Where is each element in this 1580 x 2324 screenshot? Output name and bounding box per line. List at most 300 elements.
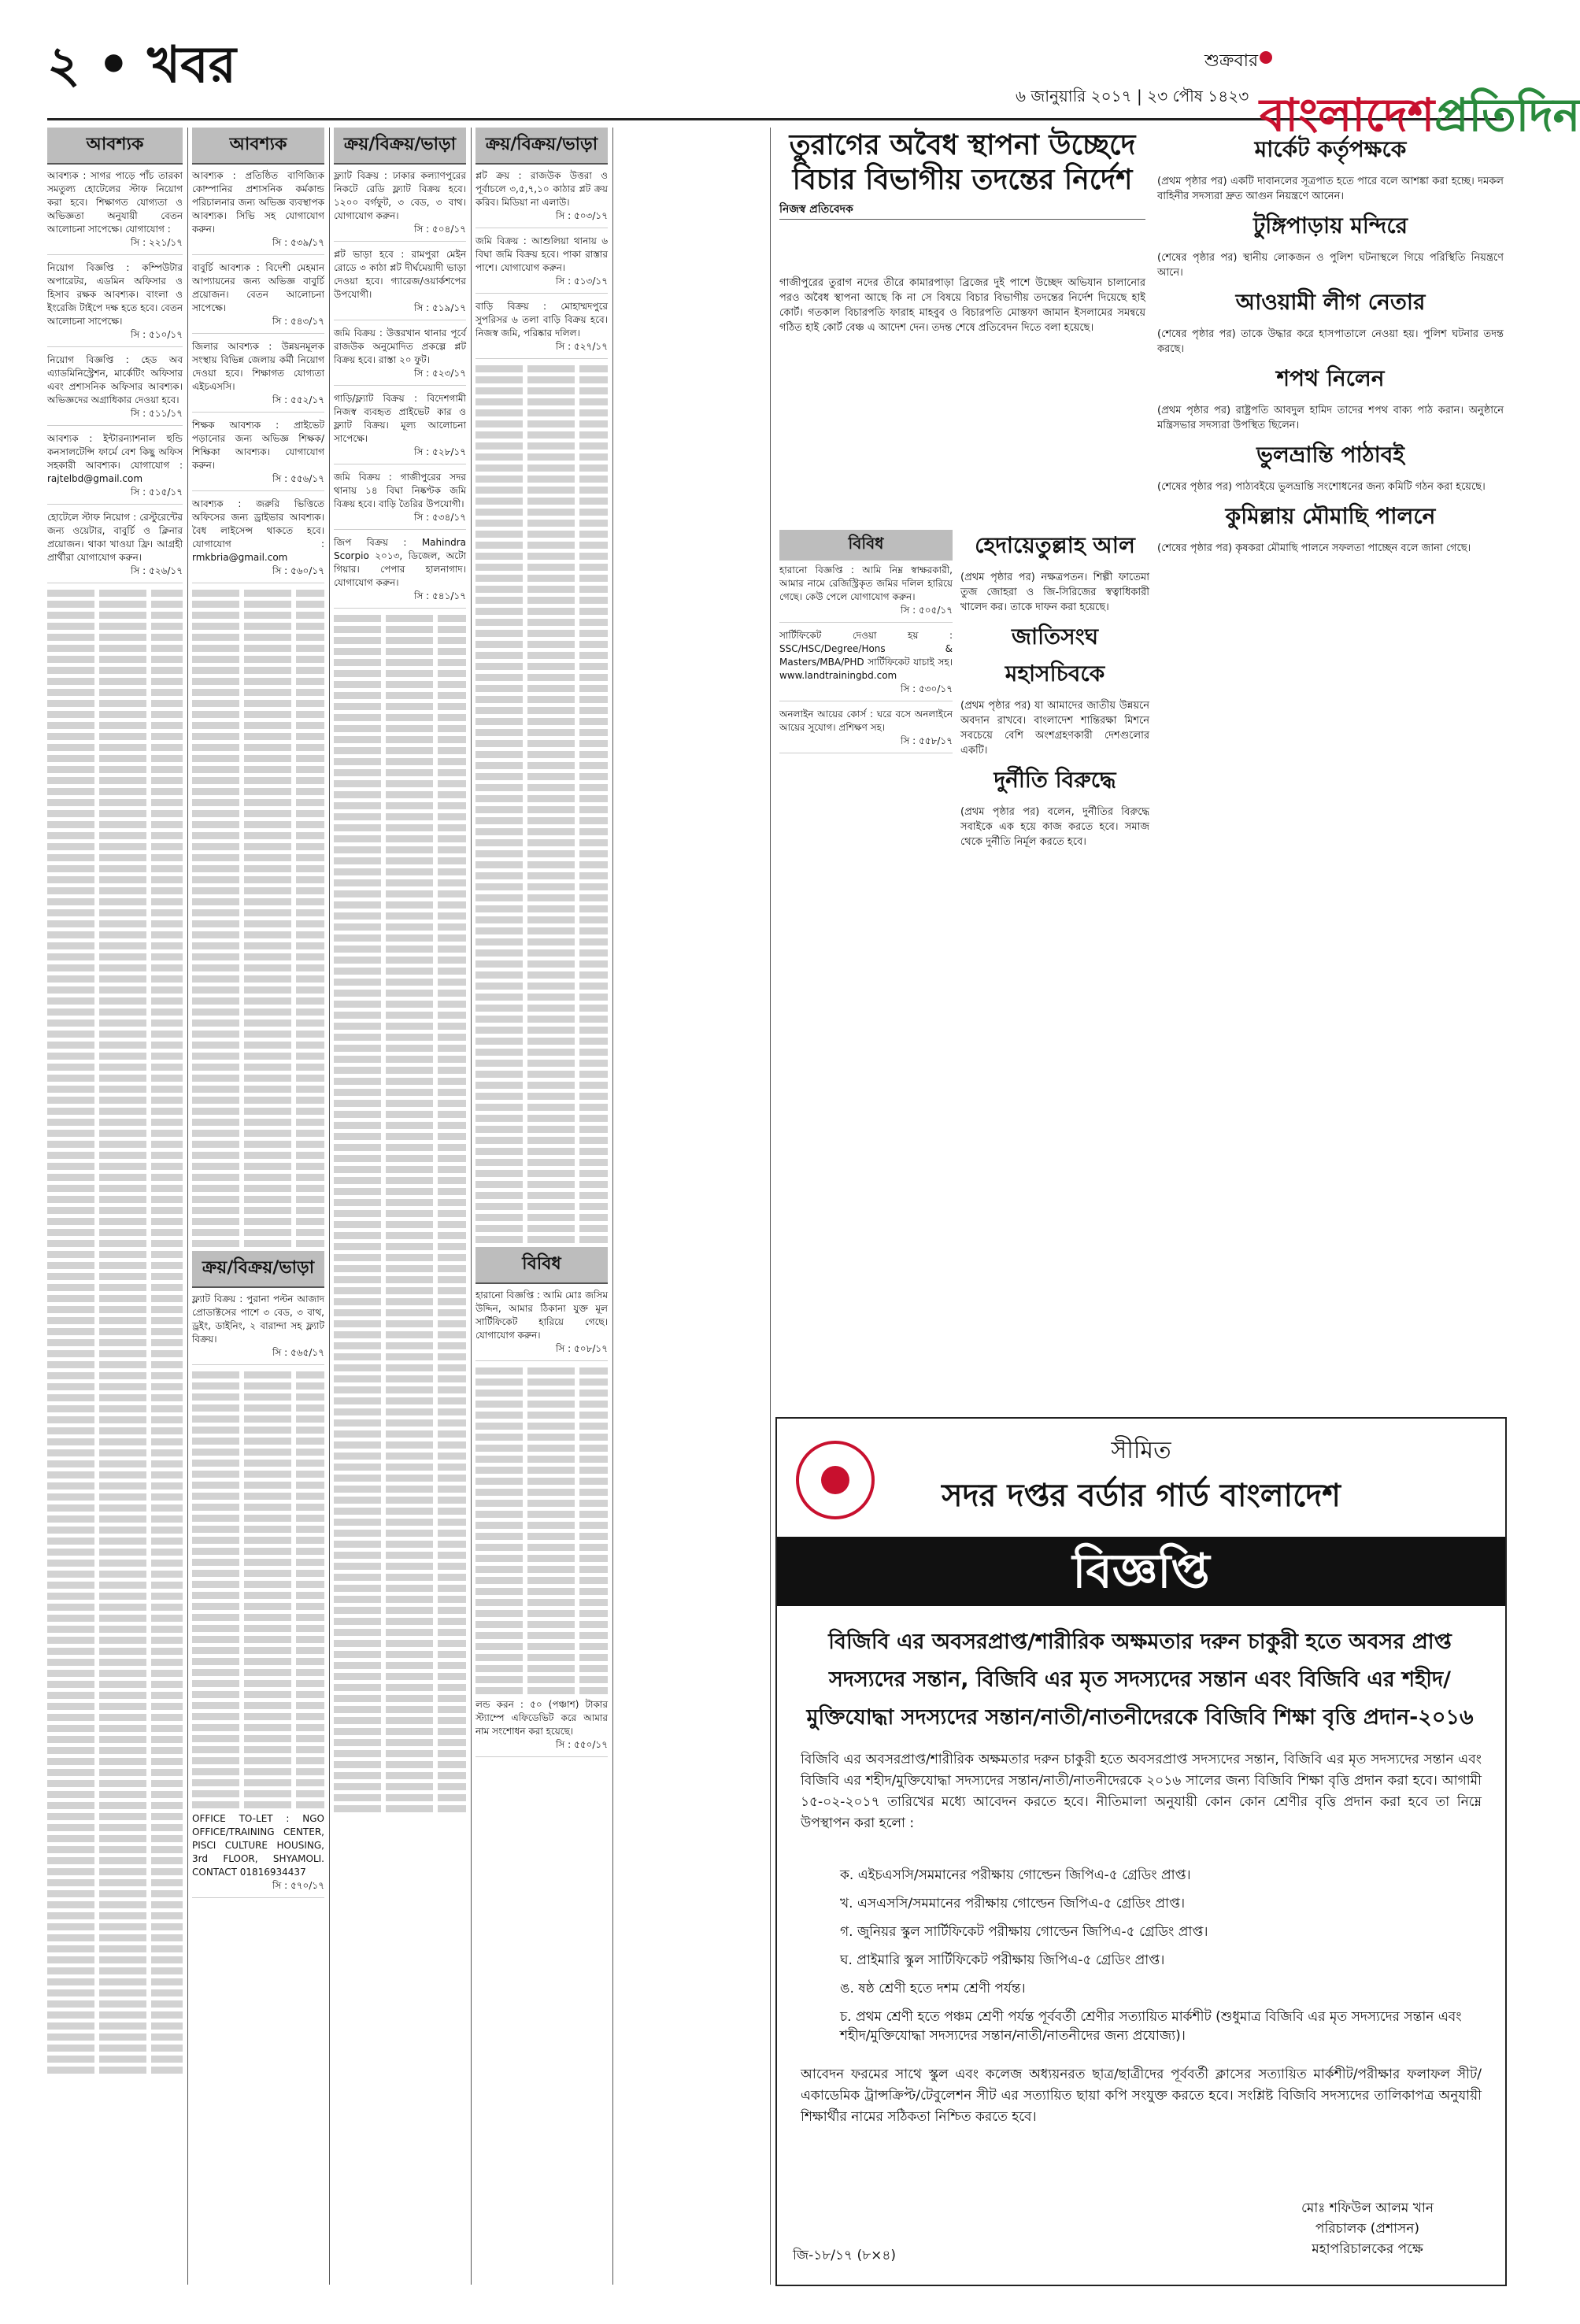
text-filler — [334, 703, 466, 710]
text-filler — [334, 1012, 466, 1019]
text-filler — [475, 542, 608, 549]
text-filler — [47, 1174, 183, 1181]
text-filler — [334, 901, 466, 909]
text-filler — [334, 1342, 466, 1349]
text-filler — [47, 1637, 183, 1644]
text-filler — [770, 128, 771, 2285]
text-filler — [334, 1023, 466, 1030]
grade-item: চ. প্রথম শ্রেণী হতে পঞ্চম শ্রেণী পর্যন্ত পূর্ববর্তী শ্রেণীর সত্যায়িত মার্কশীট (শুধুমাত্র বিজিবি এর মৃত সদস্যদের সন্তান এবং শহীদ/মুক্তিযোদ্ধা সদস্যদের সন্তান/নাতী/নাতনীদের জন্য প্রযোজ্য)। — [840, 2009, 1462, 2044]
text-filler — [47, 1482, 183, 1490]
text-filler — [475, 1533, 608, 1540]
text-filler — [47, 1097, 183, 1104]
text-filler — [192, 1163, 324, 1170]
text-filler — [47, 1824, 183, 1831]
text-filler — [192, 1691, 324, 1698]
text-filler — [47, 1527, 183, 1534]
story-headline: মার্কেট কর্তৃপক্ষকে — [1254, 136, 1407, 162]
text-filler — [475, 1511, 608, 1518]
text-filler — [192, 1196, 324, 1203]
text-filler — [475, 927, 608, 934]
text-filler — [192, 1768, 324, 1775]
text-filler — [475, 1423, 608, 1430]
text-filler — [475, 1445, 608, 1452]
text-filler — [47, 1008, 183, 1016]
text-filler — [475, 586, 608, 593]
classified-ad: বাবুর্চি আবশ্যক : বিদেশী মেহমান আপ্যায়নের জন্য অভিজ্ঞ বাবুর্চি প্রয়োজন। বেতন আলোচনা সাপেক্ষে। সি : ৫৪৩/১৭ — [192, 261, 324, 334]
text-filler — [334, 1397, 466, 1404]
text-filler — [475, 1082, 608, 1089]
text-filler — [475, 641, 608, 648]
text-filler — [475, 784, 608, 791]
text-filler — [475, 1159, 608, 1166]
text-filler — [334, 1001, 466, 1008]
text-filler — [334, 979, 466, 986]
text-filler — [334, 1331, 466, 1338]
text-filler — [475, 1412, 608, 1419]
text-filler — [334, 692, 466, 699]
text-filler — [475, 476, 608, 483]
text-filler — [475, 828, 608, 835]
text-filler — [334, 1651, 466, 1658]
text-filler — [334, 802, 466, 809]
text-filler — [475, 1137, 608, 1144]
text-filler — [47, 1604, 183, 1611]
text-filler — [475, 1126, 608, 1133]
text-filler — [475, 762, 608, 769]
text-filler — [334, 1364, 466, 1371]
text-filler — [192, 1647, 324, 1654]
text-filler — [47, 1835, 183, 1842]
text-filler — [47, 678, 183, 685]
text-filler — [47, 2045, 183, 2052]
text-filler — [334, 946, 466, 953]
text-filler — [192, 1053, 324, 1060]
text-filler — [475, 442, 608, 450]
grade-item: ক. এইচএসসি/সমমানের পরীক্ষায় গোল্ডেন জিপিএ-৫ গ্রেডিং প্রাপ্ত। — [840, 1867, 1191, 1883]
text-filler — [334, 725, 466, 732]
text-filler — [334, 1210, 466, 1217]
text-filler — [47, 1196, 183, 1203]
classified-ad: আবশ্যক : প্রতিষ্ঠিত বাণিজ্যিক কোম্পানির প্রশাসনিক কর্মকান্ড পরিচালনার জন্য অভিজ্ঞ ব্যবস্থাপক আবশ্যক। সিভি সহ যোগাযোগ করুন। সি : ৫৩৯/১৭ — [192, 169, 324, 255]
text-filler — [192, 1471, 324, 1478]
text-filler — [192, 1097, 324, 1104]
text-filler — [192, 997, 324, 1005]
text-filler — [334, 1805, 466, 1812]
text-filler — [47, 887, 183, 894]
text-filler — [612, 128, 613, 2285]
text-filler — [47, 1515, 183, 1523]
classified-ad: হারানো বিজ্ঞপ্তি : আমি নিম্ন স্বাক্ষরকারী, আমার নামে রেজিস্ট্রিকৃত জমির দলিল হারিয়ে গেছে। কেউ পেলে যোগাযোগ করুন। সি : ৫০৫/১৭ — [779, 564, 953, 623]
column-header: বিবিধ — [475, 1247, 608, 1284]
text-filler — [192, 1592, 324, 1599]
text-filler — [47, 766, 183, 773]
text-filler — [334, 890, 466, 897]
text-filler — [475, 1027, 608, 1034]
story-headline: আওয়ামী লীগ নেতার — [1235, 289, 1426, 315]
text-filler — [192, 810, 324, 817]
text-filler — [47, 2056, 183, 2063]
text-filler — [475, 531, 608, 538]
text-filler — [475, 1467, 608, 1474]
text-filler — [47, 1471, 183, 1478]
text-filler — [192, 1801, 324, 1808]
text-filler — [475, 729, 608, 736]
text-filler — [47, 1857, 183, 1864]
text-filler — [47, 1747, 183, 1754]
text-filler — [475, 1049, 608, 1056]
text-filler — [47, 1361, 183, 1368]
text-filler — [192, 1669, 324, 1676]
text-filler — [475, 1378, 608, 1386]
text-filler — [334, 1122, 466, 1129]
text-filler — [192, 1570, 324, 1577]
day: শুক্রবার — [1204, 51, 1259, 71]
story-headline: তুরাগের অবৈধ স্থাপনা উচ্ছেদে বিচার বিভাগীয় তদন্তের নির্দেশ — [789, 128, 1136, 196]
text-filler — [47, 2000, 183, 2008]
text-filler — [47, 1571, 183, 1578]
text-filler — [475, 1401, 608, 1408]
text-filler — [334, 1221, 466, 1228]
text-filler — [192, 843, 324, 850]
text-filler — [192, 1371, 324, 1378]
story-turag-body: গাজীপুরের তুরাগ নদের তীরে কামারপাড়া ব্রিজের দুই পাশে উচ্ছেদ অভিযান চালানোর পরও অবৈধ স্থাপনা আছে কি না সে বিষয়ে বিচার বিভাগীয় তদন্তের নির্দেশ দিয়েছে হাই কোর্ট। গতকাল বিচারপতি ফারাহ মাহবুব ও বিচারপতি মোস্তফা জামান ইসলামের সমন্বয়ে গঠিত হাই কোর্ট বেঞ্চ এ আদেশ দেন। তদন্ত শেষে প্রতিবেদন দিতে বলা হয়েছে। — [779, 277, 1145, 334]
text-filler — [475, 431, 608, 439]
text-filler — [192, 1482, 324, 1489]
classified-ad: জমি বিক্রয় : গাজীপুরের সদর থানায় ১৪ বিঘা নিষ্কণ্টক জমি বিক্রয় হবে। বাড়ি তৈরির উপযোগী। সি : ৫৩৪/১৭ — [334, 471, 466, 530]
stories-column: হেদায়েতুল্লাহ আল (প্রথম পৃষ্ঠার পর) নক্ষত্রপতন। শিল্পী ফাতেমা তুজ জোহরা ও জি-সিরিজের স্বত্বাধিকারী খালেদ কর। তাকে দাফন করা হয়েছে। জাতিসংঘ মহাসচিবকে (প্রথম পৃষ্ঠার পর) যা আমাদের জাতীয় উন্নয়নে অবদান রাখবে। বাংলাদেশ শান্তিরক্ষা মিশনে সবচেয়ে বেশি অংশগ্রহণকারী দেশগুলোর একটি। দুর্নীতি বিরুদ্ধে (প্রথম পৃষ্ঠার পর) বলেন, দুর্নীতির বিরুদ্ধে সবাইকে এক হয়ে কাজ করতে হবে। সমাজ থেকে দুর্নীতি নির্মূল করতে হবে। — [960, 524, 1149, 1405]
text-filler — [187, 128, 188, 2285]
text-filler — [334, 1706, 466, 1713]
text-filler — [334, 957, 466, 964]
text-filler — [192, 1185, 324, 1192]
text-filler — [192, 1382, 324, 1390]
text-filler — [334, 637, 466, 644]
text-filler — [334, 1662, 466, 1669]
text-filler — [192, 689, 324, 696]
text-filler — [334, 1596, 466, 1603]
text-filler — [475, 1038, 608, 1045]
text-filler — [47, 843, 183, 850]
text-filler — [475, 1104, 608, 1111]
notice-heading: বিজিবি এর অবসরপ্রাপ্ত/শারীরিক অক্ষমতার দরুন চাকুরী হতে অবসর প্রাপ্ত সদস্যদের সন্তান, বিজিবি এর মৃত সদস্যদের সন্তান এবং বিজিবি এর শহীদ/মুক্তিযোদ্ধা সদস্যদের সন্তান/নাতী/নাতনীদেরকে বিজিবি শিক্ষা বৃত্তি প্রদান-২০১৬ — [806, 1630, 1474, 1730]
text-filler — [192, 942, 324, 949]
text-filler — [47, 1879, 183, 1886]
text-filler — [47, 1405, 183, 1412]
text-filler — [47, 700, 183, 707]
classified-ad: আবশ্যক : জরুরি ভিত্তিতে অফিসের জন্য ড্রাইভার আবশ্যক। বৈধ লাইসেন্স থাকতে হবে। যোগাযোগ : rmkbria@gmail.com সি : ৫৬০/১৭ — [192, 498, 324, 583]
text-filler — [475, 1170, 608, 1177]
text-filler — [334, 1287, 466, 1294]
text-filler — [334, 1739, 466, 1746]
text-filler — [47, 1394, 183, 1401]
text-filler — [47, 1020, 183, 1027]
text-filler — [47, 1031, 183, 1038]
text-filler — [475, 1367, 608, 1375]
text-filler — [475, 861, 608, 868]
text-filler — [475, 487, 608, 494]
notice-signature: মোঃ শফিউল আলম খান পরিচালক (প্রশাসন) মহাপরিচালকের পক্ষে — [1301, 2200, 1434, 2257]
text-filler — [334, 879, 466, 886]
text-filler — [192, 986, 324, 994]
text-filler — [47, 1328, 183, 1335]
text-filler — [47, 1813, 183, 1820]
notice-org: সদর দপ্তর বর্ডার গার্ড বাংলাদেশ — [942, 1477, 1341, 1514]
text-filler — [334, 1430, 466, 1438]
text-filler — [475, 916, 608, 923]
text-filler — [334, 670, 466, 677]
text-filler — [47, 1053, 183, 1060]
text-filler — [334, 1452, 466, 1460]
text-filler — [47, 1648, 183, 1655]
text-filler — [47, 601, 183, 608]
text-filler — [475, 740, 608, 747]
text-filler — [475, 630, 608, 637]
text-filler — [47, 1989, 183, 1996]
text-filler — [475, 806, 608, 813]
text-filler — [475, 498, 608, 505]
text-filler — [47, 744, 183, 751]
text-filler — [334, 1673, 466, 1680]
text-filler — [475, 464, 608, 472]
text-filler — [192, 645, 324, 652]
text-filler — [475, 420, 608, 427]
text-filler — [334, 1177, 466, 1184]
text-filler — [475, 1577, 608, 1584]
text-filler — [47, 1042, 183, 1049]
text-filler — [475, 839, 608, 846]
text-filler — [475, 795, 608, 802]
text-filler — [334, 1254, 466, 1261]
text-filler — [192, 1020, 324, 1027]
text-filler — [475, 1456, 608, 1463]
text-filler — [192, 1746, 324, 1753]
text-filler — [475, 409, 608, 416]
text-filler — [475, 994, 608, 1001]
text-filler — [334, 1100, 466, 1107]
text-filler — [475, 1148, 608, 1155]
text-filler — [47, 755, 183, 762]
text-filler — [334, 1629, 466, 1636]
story-headline: কুমিল্লায় মৌমাছি পালনে — [1225, 503, 1436, 529]
classified-column-3 — [334, 128, 466, 2285]
text-filler — [192, 1603, 324, 1610]
text-filler — [192, 755, 324, 762]
text-filler — [334, 1111, 466, 1118]
text-filler — [47, 986, 183, 994]
text-filler — [475, 883, 608, 890]
text-filler — [192, 766, 324, 773]
text-filler — [192, 1086, 324, 1093]
text-filler — [47, 1967, 183, 1974]
classified-ad: প্লট ভাড়া হবে : রামপুরা মেইন রোডে ৩ কাঠা প্লট দীর্ঘমেয়াদী ভাড়া দেওয়া হবে। গ্যারেজ/ওয়ার্কশপের উপযোগী। সি : ৫১৯/১৭ — [334, 248, 466, 320]
text-filler — [192, 1504, 324, 1511]
column-header: ক্রয়/বিক্রয়/ভাড়া — [192, 1251, 324, 1288]
text-filler — [47, 1769, 183, 1776]
text-filler — [475, 905, 608, 912]
stories-column-right: মার্কেট কর্তৃপক্ষকে (প্রথম পৃষ্ঠার পর) একটি দাবানলের সূত্রপাত হতে পারে বলে আশঙ্কা করা হচ্ছে। দমকল বাহিনীর সদস্যরা দ্রুত আগুন নিয়ন্ত্রণে আনেন। টুঙ্গিপাড়ায় মন্দিরে (শেষের পৃষ্ঠার পর) স্থানীয় লোকজন ও পুলিশ ঘটনাস্থলে গিয়ে পরিস্থিতি নিয়ন্ত্রণে আনে। আওয়ামী লীগ নেতার (শেষের পৃষ্ঠার পর) তাকে উদ্ধার করে হাসপাতালে নেওয়া হয়। পুলিশ ঘটনার তদন্ত করছে। শপথ নিলেন (প্রথম পৃষ্ঠার পর) রাষ্ট্রপতি আবদুল হামিদ তাদের শপথ বাক্য পাঠ করান। অনুষ্ঠানে মন্ত্রিসভার সদস্যরা উপস্থিত ছিলেন। ভুলভ্রান্তি পাঠাবই (শেষের পৃষ্ঠার পর) পাঠ্যবইয়ে ভুলভ্রান্তি সংশোধনের জন্য কমিটি গঠন করা হয়েছে। কুমিল্লায় মৌমাছি পালনে (শেষের পৃষ্ঠার পর) কৃষকরা মৌমাছি পালনে সফলতা পাচ্ছেন বলে জানা গেছে। — [1157, 128, 1504, 1411]
text-filler — [47, 1284, 183, 1291]
text-filler — [47, 1273, 183, 1280]
notice-title: বিজ্ঞপ্তি — [777, 1537, 1505, 1606]
text-filler — [47, 1075, 183, 1082]
text-filler — [475, 938, 608, 946]
text-filler — [334, 1045, 466, 1052]
text-filler — [334, 1232, 466, 1239]
notice-body: বিজিবি এর অবসরপ্রাপ্ত/শারীরিক অক্ষমতার দরুন চাকুরী হতে অবসরপ্রাপ্ত সদস্যদের সন্তান, বিজিবি এর মৃত সদস্যদের সন্তান এবং বিজিবি এর শহীদ/মুক্তিযোদ্ধা সদস্যদের সন্তান/নাতী/নাতনীদেরকে ২০১৬ সালের জন্য বিজিবি শিক্ষা বৃত্তি প্রদান করা হবে। আগামী ১৫-০২-২০১৭ তারিখের মধ্যে আবেদন করতে হবে। নীতিমালা অনুযায়ী কোন কোন শ্রেণীর বৃত্তি প্রদান করা হবে তা নিম্নে উপস্থাপন করা হলো : — [801, 1752, 1482, 1831]
column-header: আবশ্যক — [47, 128, 183, 165]
text-filler — [192, 1735, 324, 1742]
text-filler — [192, 920, 324, 927]
text-filler — [47, 612, 183, 619]
text-filler — [475, 520, 608, 527]
text-filler — [334, 990, 466, 997]
text-filler — [47, 1978, 183, 1985]
text-filler — [334, 1728, 466, 1735]
column-header: আবশ্যক — [192, 128, 324, 165]
text-filler — [47, 733, 183, 740]
text-filler — [192, 1415, 324, 1423]
classified-ad: নিয়োগ বিজ্ঞপ্তি : হেড অব এ্যাডমিনিস্ট্রেশন, মার্কেটিং অফিসার এবং প্রশাসনিক অফিসার আবশ্যক। অভিজ্ঞদের অগ্রাধিকার দেওয়া হবে। সি : ৫১১/১৭ — [47, 353, 183, 426]
text-filler — [192, 1229, 324, 1236]
text-filler — [475, 1005, 608, 1012]
text-filler — [475, 817, 608, 824]
text-filler — [47, 2011, 183, 2019]
text-filler — [47, 1350, 183, 1357]
text-filler — [192, 1240, 324, 1247]
text-filler — [47, 1493, 183, 1501]
text-filler — [47, 832, 183, 839]
text-filler — [475, 773, 608, 780]
text-filler — [192, 898, 324, 905]
text-filler — [334, 1552, 466, 1559]
grade-item: ঘ. প্রাইমারি স্কুল সার্টিফিকেট পরীক্ষায় জিপিএ-৫ গ্রেডিং প্রাপ্ত। — [840, 1952, 1165, 1968]
text-filler — [475, 1555, 608, 1562]
notice-footer: আবেদন ফরমের সাথে স্কুল এবং কলেজ অধ্যয়নরত ছাত্র/ছাত্রীদের পূর্ববর্তী ক্লাসের সত্যায়িত মার্কশীট/পরীক্ষার ফলাফল সীট/একাডেমিক ট্রান্সক্রিপ্ট/টেবুলেশন সীট এর সত্যায়িত ছায়া কপি সংযুক্ত করতে হবে। সংশ্লিষ্ট বিজিবি সদস্যদের তালিকাপত্র অনুযায়ী শিক্ষার্থীর নামের সঠিকতা নিশ্চিত করতে হবে। — [801, 2067, 1482, 2125]
text-filler — [192, 1438, 324, 1445]
text-filler — [334, 1166, 466, 1173]
text-filler — [47, 810, 183, 817]
text-filler — [475, 1071, 608, 1078]
text-filler — [192, 1581, 324, 1588]
text-filler — [192, 1559, 324, 1566]
text-filler — [334, 968, 466, 975]
text-filler — [475, 872, 608, 879]
text-filler — [47, 1670, 183, 1677]
text-filler — [192, 590, 324, 597]
text-filler — [334, 1408, 466, 1415]
story-headline: হেদায়েতুল্লাহ আল — [975, 532, 1135, 558]
text-filler — [192, 711, 324, 718]
text-filler — [475, 1060, 608, 1067]
classified-ad: জিপ বিক্রয় : Mahindra Scorpio ২০১৩, ডিজেল, অটো গিয়ার। পেপার হালনাগাদ। যোগাযোগ করুন। সি : ৫৪১/১৭ — [334, 536, 466, 609]
text-filler — [334, 923, 466, 931]
text-filler — [334, 1563, 466, 1570]
text-filler — [47, 1427, 183, 1434]
column-header: ক্রয়/বিক্রয়/ভাড়া — [334, 128, 466, 165]
text-filler — [47, 1714, 183, 1721]
text-filler — [192, 1460, 324, 1467]
section-header: বিবিধ — [779, 530, 953, 561]
story-headline: দুর্নীতি বিরুদ্ধে — [994, 767, 1116, 793]
text-filler — [334, 1684, 466, 1691]
text-filler — [192, 1207, 324, 1214]
text-filler — [334, 758, 466, 765]
text-filler — [475, 575, 608, 582]
text-filler — [475, 1665, 608, 1672]
text-filler — [47, 1317, 183, 1324]
classified-ad: আবশ্যক : ইন্টারন্যাশনাল হুন্ডি কনসালটেন্সি ফার্মে বেশ কিছু অফিস সহকারী আবশ্যক। যোগাযোগ : rajtelbd@gmail.com সি : ৫১৫/১৭ — [47, 432, 183, 505]
classified-ad: আবশ্যক : সাগর পাড়ে পাঁচ তারকা সমতুল্য হোটেলের স্টাফ নিয়োগ করা হবে। শিক্ষাগত যোগ্যতা ও অভিজ্ঞতা অনুযায়ী বেতন আলোচনা সাপেক্ষে। যোগাযোগ : সি : ২২১/১৭ — [47, 169, 183, 255]
text-filler — [47, 1758, 183, 1765]
text-filler — [47, 876, 183, 883]
text-filler — [47, 1659, 183, 1666]
text-filler — [334, 1320, 466, 1327]
text-filler — [334, 1078, 466, 1085]
text-filler — [47, 645, 183, 652]
text-filler — [192, 953, 324, 960]
notice-ref: জি-১৮/১৭ (৮×৪) — [793, 2248, 897, 2263]
text-filler — [47, 1240, 183, 1247]
text-filler — [475, 983, 608, 990]
text-filler — [192, 788, 324, 795]
text-filler — [47, 1593, 183, 1600]
text-filler — [47, 1163, 183, 1170]
classified-ad: প্লট ক্রয় : রাজউক উত্তরা ও পূর্বাচলে ৩,৫,৭,১০ কাঠার প্লট ক্রয় করিব। মিডিয়া না এলাউ। সি : ৫০৩/১৭ — [475, 169, 608, 228]
text-filler — [192, 1724, 324, 1731]
text-filler — [334, 1508, 466, 1515]
text-filler — [47, 821, 183, 828]
text-filler — [192, 1680, 324, 1687]
story-headline: ভুলভ্রান্তি পাঠাবই — [1256, 442, 1404, 468]
text-filler — [334, 1386, 466, 1393]
text-filler — [47, 997, 183, 1005]
text-filler — [475, 652, 608, 659]
text-filler — [334, 1265, 466, 1272]
text-filler — [475, 1599, 608, 1606]
text-filler — [47, 590, 183, 597]
text-filler — [47, 1934, 183, 1941]
text-filler — [475, 619, 608, 626]
text-filler — [192, 964, 324, 971]
text-filler — [47, 1868, 183, 1875]
classified-ad: বাড়ি বিক্রয় : মোহাম্মদপুরে সুপরিসর ৬ তলা বাড়ি বিক্রয় হবে। নিজস্ব জমি, পরিষ্কার দলিল। সি : ৫২৭/১৭ — [475, 300, 608, 359]
text-filler — [334, 1298, 466, 1305]
text-filler — [47, 1306, 183, 1313]
classified-ad: ফ্ল্যাট বিক্রয় : ঢাকার কল্যাণপুরের নিকটে রেডি ফ্ল্যাট বিক্রয় হবে। ১২০০ বর্গফুট, ৩ বেড, ৩ বাথ। যোগাযোগ করুন। সি : ৫০৪/১৭ — [334, 169, 466, 242]
text-filler — [334, 813, 466, 820]
text-filler — [192, 975, 324, 983]
text-filler — [47, 1582, 183, 1589]
text-filler — [334, 1276, 466, 1283]
text-filler — [475, 1203, 608, 1210]
bgb-notice — [775, 1417, 1507, 2286]
text-filler — [192, 1493, 324, 1500]
text-filler — [192, 1757, 324, 1764]
text-filler — [475, 398, 608, 405]
text-filler — [47, 656, 183, 663]
text-filler — [475, 1214, 608, 1221]
text-filler — [334, 1464, 466, 1471]
text-filler — [47, 1383, 183, 1390]
text-filler — [475, 597, 608, 604]
text-filler — [192, 1449, 324, 1456]
text-filler — [334, 934, 466, 942]
grade-item: খ. এসএসসি/সমমানের পরীক্ষায় গোল্ডেন জিপিএ-৫ গ্রেডিং প্রাপ্ত। — [840, 1896, 1186, 1911]
text-filler — [192, 634, 324, 641]
text-filler — [334, 681, 466, 688]
text-filler — [47, 2067, 183, 2074]
text-filler — [47, 1912, 183, 1919]
